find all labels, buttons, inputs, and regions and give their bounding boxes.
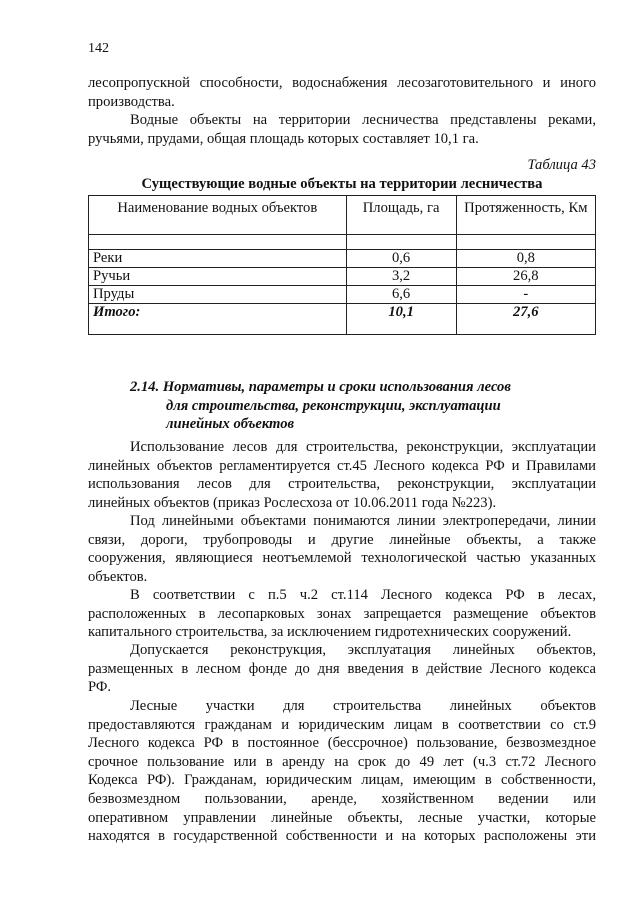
cell-name: Пруды <box>89 286 347 304</box>
header-name: Наименование водных объектов <box>89 196 347 235</box>
header-length: Протяженность, Км <box>456 196 595 235</box>
text-line: Водные объекты на территории лесничества представлены реками, <box>130 112 596 128</box>
table-title: Существующие водные объекты на территории лесничества <box>141 176 543 192</box>
intro-paragraph <box>88 74 596 111</box>
text-line: расположенных в лесопарковых зонах запрещается размещение объектов <box>88 605 596 622</box>
section-heading <box>130 378 511 434</box>
table-row <box>89 286 596 304</box>
text-line: срочное пользование или в аренду на срок до 49 лет (ч.3 ст.72 Лесного <box>88 753 596 770</box>
text-line: лесопропускной способности, водоснабжения лесозаготовительного и иного <box>88 75 596 91</box>
text-line: Допускается реконструкция, эксплуатация линейных объектов, <box>130 642 596 658</box>
text-line: Использование лесов для строительства, реконструкции, эксплуатации <box>130 439 596 455</box>
table-spacer-row <box>89 235 596 250</box>
section-heading-line: линейных объектов <box>166 416 295 433</box>
text-line: капитального строительства, за исключением гидротехнических сооружений. <box>88 624 572 641</box>
cell-total-length: 27,6 <box>456 304 595 335</box>
cell-area: 6,6 <box>346 286 456 304</box>
text-line: линейных объектов регламентируется ст.45 Лесного кодекса РФ и Правилами <box>88 457 596 474</box>
page-number: 142 <box>88 41 109 56</box>
cell-total-name: Итого: <box>89 304 347 335</box>
text-line: объектов. <box>88 568 148 585</box>
cell-area: 3,2 <box>346 268 456 286</box>
cell-area: 0,6 <box>346 250 456 268</box>
text-line: Лесные участки для строительства линейных объектов <box>130 698 596 714</box>
text-line: сооружения, являющиеся неотъемлемой технологической частью указанных <box>88 550 596 567</box>
cell-total-area: 10,1 <box>346 304 456 335</box>
text-line: связи, дороги, трубопроводы и другие линейные объекты, а также <box>88 531 596 548</box>
text-line: оперативном управлении линейные объекты, лесные участки, которые <box>88 809 596 826</box>
text-line: использования лесов для строительства, реконструкции, эксплуатации <box>88 476 596 493</box>
table-total-row <box>89 304 596 335</box>
header-area: Площадь, га <box>346 196 456 235</box>
text-line: размещенных в лесном фонде до дня введения в действие Лесного кодекса <box>88 660 596 677</box>
text-line: ручьями, прудами, общая площадь которых составляет 10,1 га. <box>88 130 479 147</box>
text-line: В соответствии с п.5 ч.2 ст.114 Лесного кодекса РФ в лесах, <box>130 587 596 603</box>
water-objects-paragraph <box>88 111 596 148</box>
water-objects-table <box>88 195 596 335</box>
text-line: РФ. <box>88 679 112 696</box>
paragraph-usage <box>88 438 596 512</box>
cell-length: 0,8 <box>456 250 595 268</box>
cell-name: Ручьи <box>89 268 347 286</box>
text-line: безвозмездном пользовании, аренде, хозяйственном ведении или <box>88 790 596 807</box>
table-row <box>89 268 596 286</box>
text-line: Кодекса РФ). Гражданам, юридическим лицам, имеющим в собственности, <box>88 772 596 789</box>
section-heading-line: 2.14. Нормативы, параметры и сроки использования лесов <box>130 379 511 395</box>
table-header-row <box>89 196 596 235</box>
cell-length: - <box>456 286 595 304</box>
text-line: находятся в государственной собственности и на которых расположены эти <box>88 828 596 845</box>
text-line: производства. <box>88 93 175 110</box>
paragraph-reconstruction <box>88 641 596 697</box>
text-line: линейных объектов (приказ Рослесхоза от 10.06.2011 года №223). <box>88 494 497 511</box>
paragraph-forest-plots <box>88 697 596 846</box>
paragraph-linear-objects <box>88 512 596 586</box>
text-line: Лесного кодекса РФ в постоянное (бессрочное) пользование, безвозмездное <box>88 735 596 752</box>
cell-length: 26,8 <box>456 268 595 286</box>
table-caption: Таблица 43 <box>527 157 596 173</box>
section-heading-line: для строительства, реконструкции, эксплуатации <box>166 397 501 414</box>
paragraph-forest-park-zones <box>88 586 596 642</box>
text-line: предоставляются гражданам и юридическим лицам в соответствии со ст.9 <box>88 716 596 733</box>
cell-name: Реки <box>89 250 347 268</box>
table-row <box>89 250 596 268</box>
text-line: Под линейными объектами понимаются линии электропередачи, линии <box>130 513 596 529</box>
